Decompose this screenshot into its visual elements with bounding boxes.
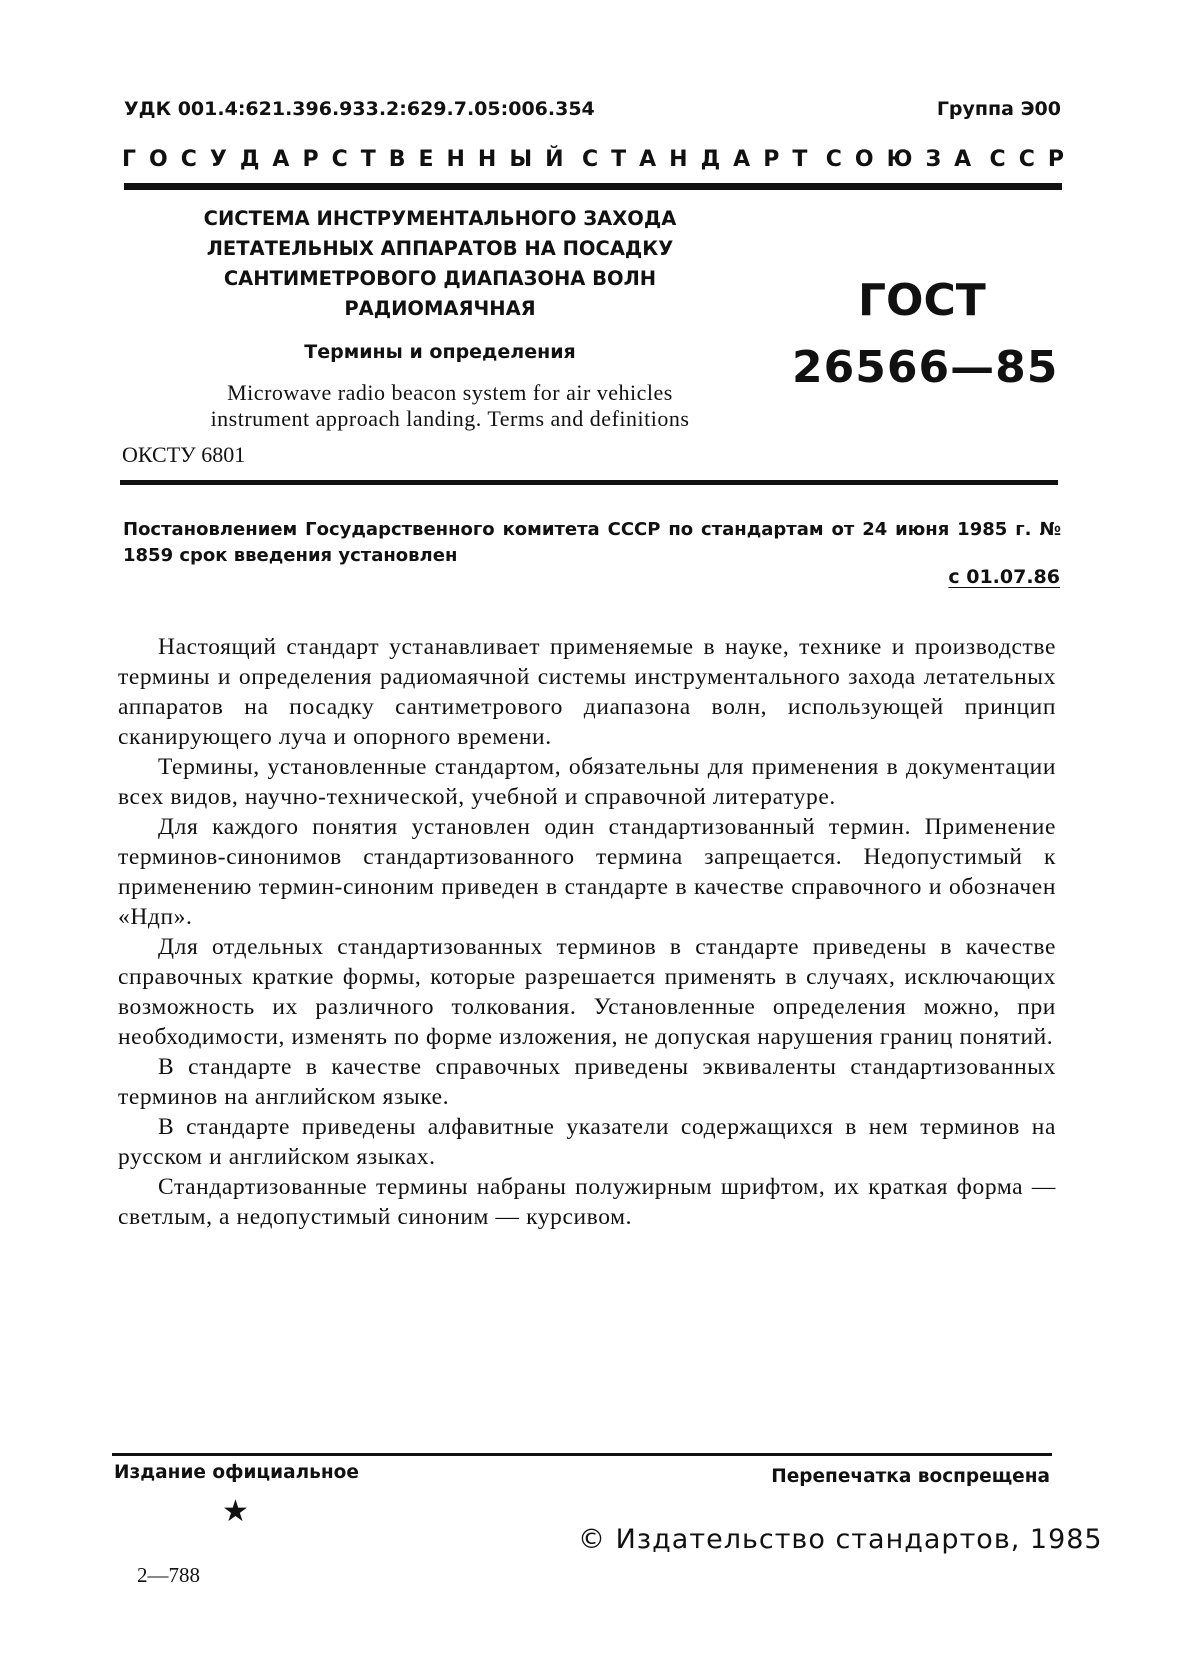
english-title-line: Microwave radio beacon system for air vehicles: [227, 380, 673, 405]
body-paragraph: Для отдельных стандартизованных терминов в стандарте приведены в качестве справочных краткие формы, которые разрешается применять в случаях, исключающих возможность их различного толкования. Установленные определения можно, при необходимости, изменять по форме изложения, не допуская нарушения границ понятий.: [118, 934, 1056, 1050]
state-standard-word: СТАНДАРТ: [582, 147, 821, 172]
udk-code: УДК 001.4:621.396.933.2:629.7.05:006.354: [124, 98, 595, 120]
group-code: Группа Э00: [936, 98, 1061, 120]
official-edition-label: Издание официальное: [114, 1462, 359, 1483]
body-paragraph: В стандарте приведены алфавитные указатели содержащихся в нем терминов на русском и английском языках.: [118, 1114, 1056, 1170]
state-standard-word: ГОСУДАРСТВЕННЫЙ: [122, 147, 577, 172]
gost-number: 26566—85: [792, 342, 1059, 393]
gost-label: ГОСТ: [858, 275, 986, 326]
title-line: РАДИОМАЯЧНАЯ: [344, 297, 536, 320]
title-line: ЛЕТАТЕЛЬНЫХ АППАРАТОВ НА ПОСАДКУ: [206, 237, 674, 260]
body-paragraph: Термины, установленные стандартом, обязательны для применения в документации всех видов, научно-технической, учебной и справочной литературе.: [118, 754, 1056, 810]
title-line: САНТИМЕТРОВОГО ДИАПАЗОНА ВОЛН: [223, 267, 657, 290]
print-code: 2—788: [137, 1563, 200, 1587]
copyright-notice: © Издательство стандартов, 1985: [578, 1524, 1103, 1555]
star-icon: ★: [222, 1495, 249, 1528]
body-paragraph: Настоящий стандарт устанавливает применяемые в науке, технике и производстве термины и определения радиомаячной системы инструментального захода летательных аппаратов на посадку сантиметрового диапазона волн, использующей принцип сканирующего луча и опорного времени.: [118, 634, 1056, 750]
footer-divider: [112, 1453, 1052, 1456]
okstu-code: ОКСТУ 6801: [122, 442, 246, 467]
title-divider: [120, 480, 1058, 485]
body-paragraph: Для каждого понятия установлен один стандартизованный термин. Применение терминов-синонимов стандартизованного термина запрещается. Недопустимый к применению термин-синоним приведен в стандарте в качестве справочного и обозначен «Ндп».: [118, 814, 1056, 930]
effective-date: с 01.07.86: [948, 566, 1060, 588]
state-standard-word: ССР: [989, 147, 1077, 172]
english-title: [140, 380, 760, 432]
state-standard-heading: [122, 147, 1077, 172]
reprint-prohibited-label: Перепечатка воспрещена: [771, 1466, 1050, 1487]
document-subtitle: Термины и определения: [304, 341, 576, 363]
state-standard-word: СОЮЗА: [825, 147, 985, 172]
body-paragraph: В стандарте в качестве справочных приведены эквиваленты стандартизованных терминов на английском языке.: [118, 1054, 1056, 1110]
english-title-line: instrument approach landing. Terms and definitions: [210, 406, 690, 431]
body-text: [118, 632, 1056, 1232]
header-divider: [124, 183, 1062, 190]
body-paragraph: Стандартизованные термины набраны полужирным шрифтом, их краткая форма — светлым, а недопустимый синоним — курсивом.: [118, 1174, 1056, 1230]
decree-text: Постановлением Государственного комитета СССР по стандартам от 24 июня 1985 г. № 1859 срок введения установлен: [123, 519, 1061, 566]
title-line: СИСТЕМА ИНСТРУМЕНТАЛЬНОГО ЗАХОДА: [203, 207, 677, 230]
document-title: [150, 204, 730, 324]
